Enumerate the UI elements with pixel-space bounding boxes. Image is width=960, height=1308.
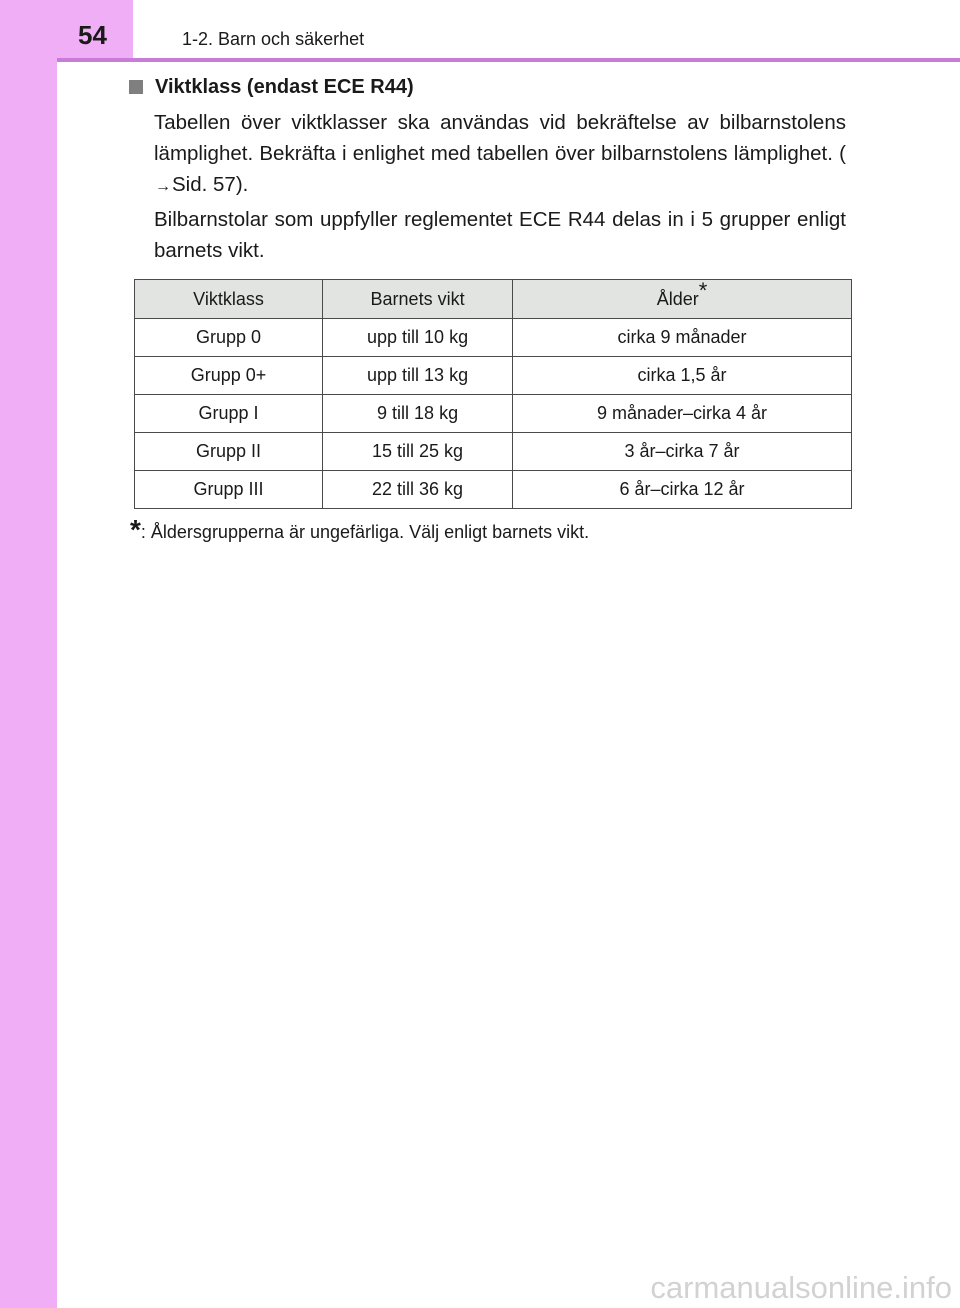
table-cell: Grupp I xyxy=(135,395,323,433)
table-cell: 3 år–cirka 7 år xyxy=(513,433,852,471)
paragraph-intro-text: Tabellen över viktklasser ska användas vid bekräftelse av bilbarnstolens lämplighet. Bekräfta i enlighet med tabellen över bilbarnstolens lämplighet. ( xyxy=(154,111,846,165)
header-age xyxy=(513,277,852,319)
table-row xyxy=(135,433,852,471)
footnote-marker: * xyxy=(698,277,708,303)
table-header-row xyxy=(135,280,852,319)
table-cell: Grupp 0+ xyxy=(135,357,323,395)
table-cell: upp till 13 kg xyxy=(323,357,513,395)
watermark: carmanualsonline.info xyxy=(650,1270,952,1305)
header-child-weight: Barnets vikt xyxy=(323,280,513,319)
subheading xyxy=(129,74,414,100)
header-rule xyxy=(57,58,960,62)
page-number: 54 xyxy=(78,20,107,50)
table-cell: Grupp III xyxy=(135,471,323,509)
table-row xyxy=(135,395,852,433)
table-cell: upp till 10 kg xyxy=(323,319,513,357)
table-cell: 22 till 36 kg xyxy=(323,471,513,509)
arrow-right-icon: → xyxy=(155,178,171,195)
table-cell: Grupp II xyxy=(135,433,323,471)
page-reference-link[interactable]: Sid. 57). xyxy=(172,173,249,196)
header-age-text: Ålder xyxy=(656,288,699,309)
paragraph-intro xyxy=(154,107,846,202)
subheading-text: Viktklass (endast ECE R44) xyxy=(155,76,414,98)
paragraph-groups: Bilbarnstolar som uppfyller reglementet ECE R44 delas in i 5 grupper enligt barnets vikt. xyxy=(154,208,846,262)
table-cell: 6 år–cirka 12 år xyxy=(513,471,852,509)
header-weight-class: Viktklass xyxy=(135,280,323,319)
table-cell: 9 till 18 kg xyxy=(323,395,513,433)
table-row xyxy=(135,471,852,509)
table-row xyxy=(135,357,852,395)
left-color-band xyxy=(0,0,57,1308)
footnote-marker: * xyxy=(130,514,141,545)
table-cell: cirka 1,5 år xyxy=(513,357,852,395)
table-row xyxy=(135,319,852,357)
table-cell: cirka 9 månader xyxy=(513,319,852,357)
section-title: 1-2. Barn och säkerhet xyxy=(182,29,365,49)
table-footnote xyxy=(130,514,590,545)
table-cell: 15 till 25 kg xyxy=(323,433,513,471)
weight-class-table xyxy=(134,279,852,509)
table-cell: Grupp 0 xyxy=(135,319,323,357)
table-cell: 9 månader–cirka 4 år xyxy=(513,395,852,433)
square-bullet-icon xyxy=(129,80,143,94)
footnote-text: : Åldersgrupperna är ungefärliga. Välj enligt barnets vikt. xyxy=(140,522,590,542)
